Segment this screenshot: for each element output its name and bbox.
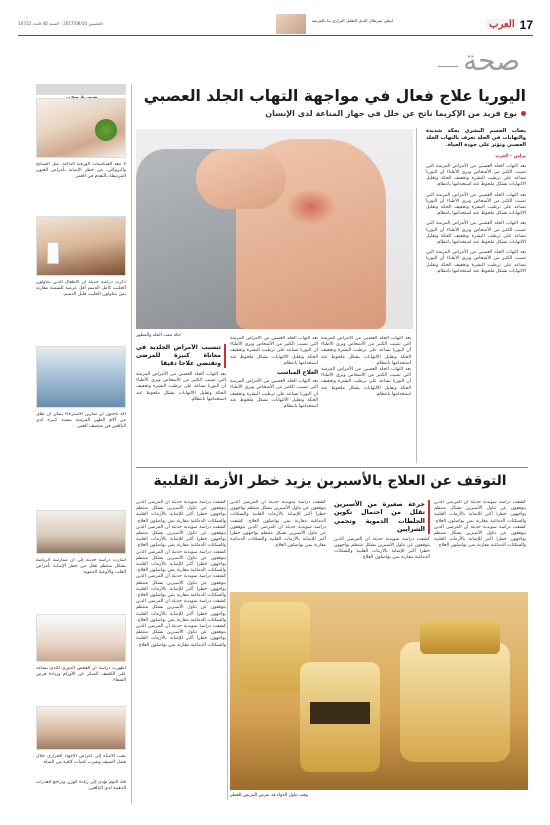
article2-pullquote: جرعة صغيرة من الأسبرين تقلل من احتمال تكوين الجلطات الدموية وتحمي الشرايين — [334, 500, 430, 534]
article1-col2: يعد التهاب الجلد العصبي من الأمراض المزمنة التي تصيب الكثير من الأشخاص ويرى الأطباء أن اليوريا تساعد على ترطيب البشرة وتخفيف الحكة وتقليل الالتهابات بشكل ملحوظ عند استخدامها بانتظام. يعد التهاب الجلد العصبي من الأمراض المزمنة التي تصيب الكثير من الأشخاص ويرى الأطباء أن اليوريا تساعد على ترطيب البشرة وتخفيف الحكة وتقليل الالتهابات بشكل ملحوظ عند استخدامها بانتظام. — [321, 336, 411, 397]
bottle-cap — [420, 622, 500, 654]
section-title-rule — [438, 66, 458, 67]
article2-headline: التوقف عن العلاج بالأسبرين يزيد خطر الأزمة القلبية — [153, 473, 507, 489]
rash-mark — [286, 189, 336, 225]
article1-body-col1: يعد التهاب الجلد العصبي من الأمراض المزمنة التي تصيب الكثير من الأشخاص ويرى الأطباء أن اليوريا تساعد على ترطيب البشرة وتخفيف الحكة وتقليل الالتهابات بشكل ملحوظ عند استخدامها بانتظام. — [426, 163, 526, 188]
article1-subhead-text: نوع فريد من الإكزيما ناتج عن خلل في جهاز المناعة لدى الإنسان — [265, 109, 517, 118]
sidebar-photo-heat — [36, 706, 126, 750]
sidebar-divider — [131, 84, 132, 804]
article1-byline: برلين - العرب — [495, 153, 526, 159]
article1-headline: اليوريا علاج فعال في مواجهة التهاب الجلد العصبي — [143, 87, 526, 105]
article1-photo — [136, 129, 413, 329]
article2-col4: كشفت دراسة سويدية حديثة أن المرضى الذين يتوقفون عن تناول الأسبرين بشكل منتظم يواجهون خطرا أكبر للإصابة بالأزمات القلبية والسكتات الدماغية مقارنة بمن يواصلون العلاج. كشفت دراسة سويدية حديثة أن المرضى الذين يتوقفون عن تناول الأسبرين بشكل منتظم يواجهون خطرا أكبر للإصابة بالأزمات القلبية والسكتات الدماغية مقارنة بمن يواصلون العلاج. كشفت دراسة سويدية حديثة أن المرضى الذين يتوقفون عن تناول الأسبرين بشكل منتظم يواجهون خطرا أكبر للإصابة بالأزمات القلبية والسكتات الدماغية مقارنة بمن يواصلون العلاج. كشفت دراسة سويدية حديثة أن المرضى الذين يتوقفون عن تناول الأسبرين بشكل منتظم يواجهون خطرا أكبر للإصابة بالأزمات القلبية والسكتات الدماغية مقارنة بمن يواصلون العلاج. كشفت دراسة سويدية حديثة أن المرضى الذين يتوقفون عن تناول الأسبرين بشكل منتظم يواجهون خطرا أكبر للإصابة بالأزمات القلبية والسكتات الدماغية مقارنة بمن يواصلون العلاج. كشفت دراسة سويدية حديثة أن المرضى الذين يتوقفون عن تناول الأسبرين بشكل منتظم يواجهون خطرا أكبر للإصابة بالأزمات القلبية والسكتات الدماغية مقارنة بمن يواصلون العلاج. — [136, 500, 226, 648]
article1-body-col1b: يعد التهاب الجلد العصبي من الأمراض المزمنة التي تصيب الكثير من الأشخاص ويرى الأطباء أن اليوريا تساعد على ترطيب البشرة وتخفيف الحكة وتقليل الالتهابات بشكل ملحوظ عند استخدامها بانتظام. — [426, 192, 526, 217]
article1-lead: يصاب الجسم البشري بحكة شديدة والتهابات في الجلد تعرف بالتهاب الجلد العصبي وتؤثر على جودة الحياة. — [426, 128, 526, 149]
sidebar-photo-exam — [36, 614, 126, 662]
section-title: صحة — [463, 44, 520, 77]
hand-shape — [196, 149, 286, 209]
article1-body-col1c: يعد التهاب الجلد العصبي من الأمراض المزمنة التي تصيب الكثير من الأشخاص ويرى الأطباء أن اليوريا تساعد على ترطيب البشرة وتخفيف الحكة وتقليل الالتهابات بشكل ملحوظ عند استخدامها بانتظام. — [426, 221, 526, 246]
sidebar — [36, 84, 126, 804]
milk-glass — [47, 242, 59, 264]
teaser-thumb — [276, 14, 306, 34]
masthead-logo: العرب — [486, 19, 518, 30]
page-number: 17 — [519, 17, 533, 32]
article1-pullquote: تتسبب الأمراض الجلدية في معاناة كبيرة للمرضى وتقتضي علاجا دقيقا — [136, 344, 226, 368]
sidebar-item-1: لا تبعد الفيتامينات الورقية الداكنة، مثل السبانخ والبروكلي، من خطر الإصابة بأمراض العيون المرتبطة بالتقدم في العمر. — [36, 162, 126, 180]
article1-photo-caption: حكة تتعب الجلد والمظهر — [136, 333, 182, 338]
bottle-3 — [400, 642, 510, 762]
article2-col1: كشفت دراسة سويدية حديثة أن المرضى الذين يتوقفون عن تناول الأسبرين بشكل منتظم يواجهون خطرا أكبر للإصابة بالأزمات القلبية والسكتات الدماغية مقارنة بمن يواصلون العلاج. كشفت دراسة سويدية حديثة أن المرضى الذين يتوقفون عن تناول الأسبرين بشكل منتظم يواجهون خطرا أكبر للإصابة بالأزمات القلبية والسكتات الدماغية مقارنة بمن يواصلون العلاج. — [434, 500, 526, 549]
sidebar-photo-exercise — [36, 510, 126, 554]
sidebar-item-6: يجب الانتباه إلى أعراض الإجهاد الحراري خلال فصل الصيف وشرب كميات كافية من المياه. — [36, 754, 126, 766]
article1-col4: تتسبب الأمراض الجلدية في معاناة كبيرة للمرضى وتقتضي علاجا دقيقا يعد التهاب الجلد العصبي من الأمراض المزمنة التي تصيب الكثير من الأشخاص ويرى الأطباء أن اليوريا تساعد على ترطيب البشرة وتخفيف الحكة وتقليل الالتهابات بشكل ملحوظ عند استخدامها بانتظام. — [136, 344, 226, 402]
sidebar-photo-girl-milk — [36, 216, 126, 276]
sidebar-item-3: أكد باحثون أن تمارين الاسترخاء يمكن أن تقلل من آلام الظهر المزمنة بنسبة كبيرة لدى البالغين في منتصف العمر. — [36, 412, 126, 430]
date-line: الخميس 2017/08/10 - السنة 40 العدد 10722 — [18, 21, 103, 26]
sidebar-header — [36, 84, 126, 95]
sidebar-item-2: ذكرت دراسة حديثة أن الأطفال الذين يتناولون الحليب كامل الدسم أقل عرضة للسمنة مقارنة بمن يتناولون الحليب قليل الدسم. — [36, 280, 126, 298]
sidebar-item-5: أظهرت دراسة أن الفحص الدوري للثدي يساعد على الكشف المبكر عن الأورام وزيادة فرص الشفاء. — [36, 666, 126, 684]
article1-lead-col — [426, 128, 526, 463]
col-divider-2 — [227, 500, 228, 800]
bottle-label — [310, 702, 370, 724]
article1-subheading: العلاج المناسب — [277, 370, 318, 377]
article1-body-col1d: يعد التهاب الجلد العصبي من الأمراض المزمنة التي تصيب الكثير من الأشخاص ويرى الأطباء أن اليوريا تساعد على ترطيب البشرة وتخفيف الحكة وتقليل الالتهابات بشكل ملحوظ عند استخدامها بانتظام. — [426, 250, 526, 274]
article2-pullquote-col: جرعة صغيرة من الأسبرين تقلل من احتمال تكوين الجلطات الدموية وتحمي الشرايين كشفت دراسة سويدية حديثة أن المرضى الذين يتوقفون عن تناول الأسبرين بشكل منتظم يواجهون خطرا أكبر للإصابة بالأزمات القلبية والسكتات الدماغية مقارنة بمن يواصلون العلاج. — [334, 500, 430, 561]
teaser-text: ابطي سرطان الثدي الطفل البرازي ينا بالفرصة — [311, 18, 393, 23]
article2-col3: كشفت دراسة سويدية حديثة أن المرضى الذين يتوقفون عن تناول الأسبرين بشكل منتظم يواجهون خطرا أكبر للإصابة بالأزمات القلبية والسكتات الدماغية مقارنة بمن يواصلون العلاج. كشفت دراسة سويدية حديثة أن المرضى الذين يتوقفون عن تناول الأسبرين بشكل منتظم يواجهون خطرا أكبر للإصابة بالأزمات القلبية والسكتات الدماغية مقارنة بمن يواصلون العلاج. — [230, 500, 326, 549]
sidebar-photo-back-pain — [36, 346, 126, 408]
article2-photo — [230, 592, 528, 790]
article2-photo-caption: وقف تناول الدواء قد يعرض المريض للخطر — [230, 793, 308, 798]
sidebar-item-4: أشارت دراسة حديثة إلى أن ممارسة الرياضة بشكل منتظم تقلل من خطر الإصابة بأمراض القلب والأوعية الدموية. — [36, 558, 126, 576]
article-divider — [136, 467, 528, 468]
sidebar-photo-broccoli — [36, 98, 126, 158]
sidebar-item-7: قلة النوم تؤدي إلى زيادة الوزن وتراجع القدرات الذهنية لدى البالغين. — [36, 780, 126, 792]
masthead-box — [473, 17, 533, 32]
header-bar — [18, 14, 533, 36]
subhead-bullet — [521, 111, 526, 116]
article1-subhead — [146, 109, 526, 118]
article1-col3: يعد التهاب الجلد العصبي من الأمراض المزمنة التي تصيب الكثير من الأشخاص ويرى الأطباء أن اليوريا تساعد على ترطيب البشرة وتخفيف الحكة وتقليل الالتهابات بشكل ملحوظ عند استخدامها بانتظام. العلاج المناسب يعد التهاب الجلد العصبي من الأمراض المزمنة التي تصيب الكثير من الأشخاص ويرى الأطباء أن اليوريا تساعد على ترطيب البشرة وتخفيف الحكة وتقليل الالتهابات بشكل ملحوظ عند استخدامها بانتظام. — [230, 336, 318, 410]
broccoli-shape — [95, 119, 117, 141]
col-divider-1 — [416, 128, 417, 463]
